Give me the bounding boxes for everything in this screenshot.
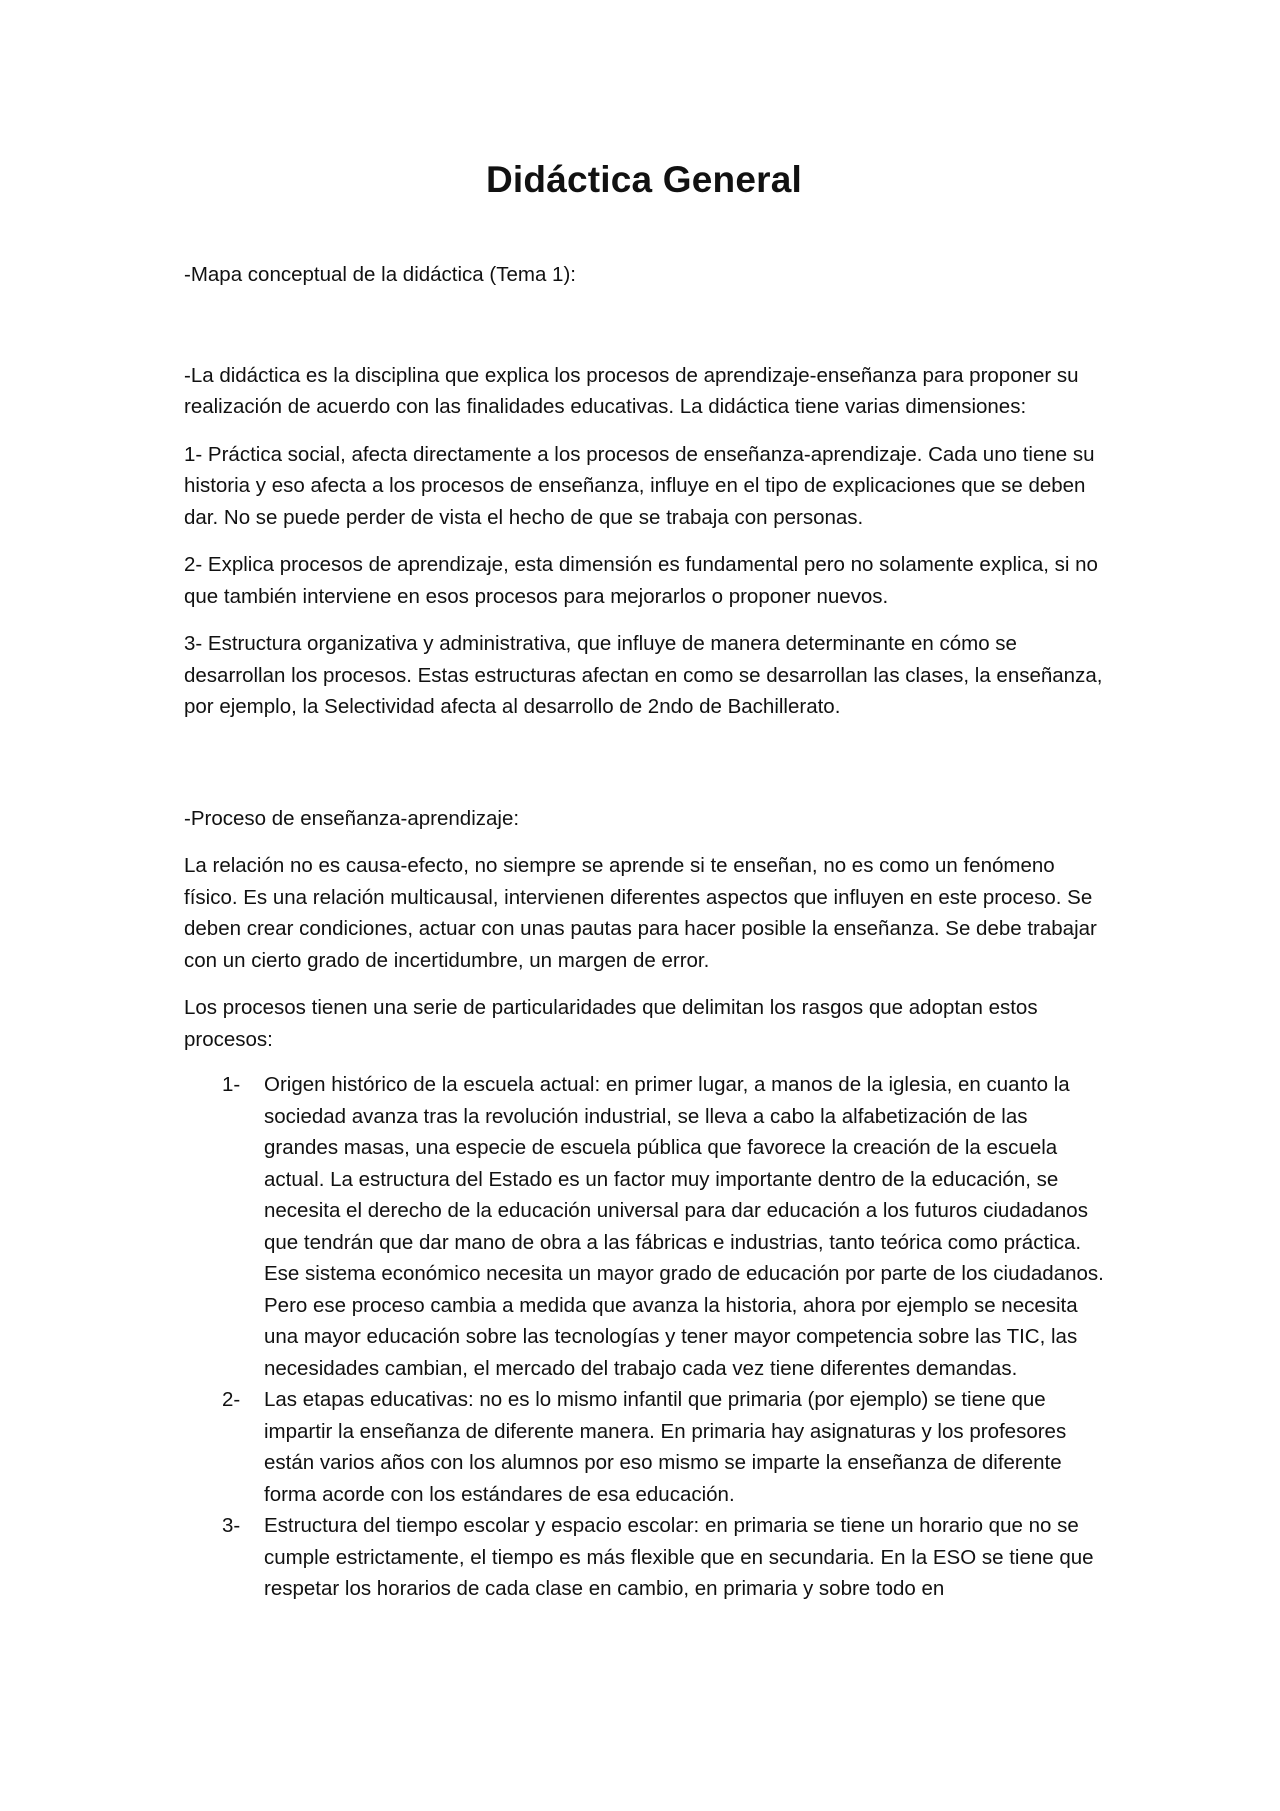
- list-item-number: 1-: [222, 1073, 241, 1096]
- intro-paragraph: -La didáctica es la disciplina que explica los procesos de aprendizaje-enseñanza para proponer su realización de acuerdo con las finalidades educativas. La didáctica tiene varias dimensiones:: [184, 363, 1079, 418]
- list-item-number: 3-: [222, 1514, 241, 1537]
- dimension-3-paragraph: 3- Estructura organizativa y administrativa, que influye de manera determinante en cómo se desarrollan los procesos. Estas estructuras afectan en como se desarrollan las clases, la enseñanza, por ejemplo, la Selectividad afecta al desarrollo de 2ndo de Bachillerato.: [184, 632, 1103, 718]
- dimension-1-paragraph: 1- Práctica social, afecta directamente a los procesos de enseñanza-aprendizaje. Cada uno tiene su historia y eso afecta a los procesos de enseñanza, influye en el tipo de explicaciones que se deben dar. No se puede perder de vista el hecho de que se trabaja con personas.: [184, 442, 1095, 529]
- list-item-text: Las etapas educativas: no es lo mismo infantil que primaria (por ejemplo) se tiene que impartir la enseñanza de diferente manera. En primaria hay asignaturas y los profesores están varios años con los alumnos por eso mismo se imparte la enseñanza de diferente forma acorde con los estándares de esa educación.: [264, 1388, 1067, 1506]
- list-item-text: Estructura del tiempo escolar y espacio escolar: en primaria se tiene un horario que no se cumple estrictamente, el tiempo es más flexible que en secundaria. En la ESO se tiene que respetar los horarios de cada clase en cambio, en primaria y sobre todo en: [264, 1514, 1094, 1600]
- factors-list: [184, 1069, 1104, 1605]
- list-item: [184, 1069, 1104, 1384]
- list-item-text: Origen histórico de la escuela actual: en primer lugar, a manos de la iglesia, en cuanto la sociedad avanza tras la revolución industrial, se lleva a cabo la alfabetización de las grandes masas, una especie de escuela pública que favorece la creación de la escuela actual. La estructura del Estado es un factor muy importante dentro de la educación, se necesita el derecho de la educación universal para dar educación a los futuros ciudadanos que tendrán que dar mano de obra a las fábricas e industrias, tanto teórica como práctica. Ese sistema económico necesita un mayor grado de educación por parte de los ciudadanos. Pero ese proceso cambia a medida que avanza la historia, ahora por ejemplo se necesita una mayor educación sobre las tecnologías y tener mayor competencia sobre las TIC, las necesidades cambian, el mercado del trabajo cada vez tiene diferentes demandas.: [264, 1073, 1104, 1380]
- process-heading: -Proceso de enseñanza-aprendizaje:: [184, 806, 520, 830]
- document-body: [184, 152, 1104, 1605]
- list-item-number: 2-: [222, 1388, 241, 1411]
- dimension-2-paragraph: 2- Explica procesos de aprendizaje, esta dimensión es fundamental pero no solamente explica, si no que también interviene en esos procesos para mejorarlos o proponer nuevos.: [184, 553, 1098, 608]
- list-item: [184, 1384, 1104, 1510]
- document-title: Didáctica General: [486, 159, 802, 200]
- concept-map-heading: -Mapa conceptual de la didáctica (Tema 1):: [184, 263, 576, 286]
- process-paragraph-1: La relación no es causa-efecto, no siempre se aprende si te enseñan, no es como un fenómeno físico. Es una relación multicausal, intervienen diferentes aspectos que influyen en este proceso. Se deben crear condiciones, actuar con unas pautas para hacer posible la enseñanza. Se debe trabajar con un cierto grado de incertidumbre, un margen de error.: [184, 854, 1097, 972]
- process-paragraph-2: Los procesos tienen una serie de particularidades que delimitan los rasgos que adoptan estos procesos:: [184, 996, 1038, 1051]
- list-item: [184, 1510, 1104, 1605]
